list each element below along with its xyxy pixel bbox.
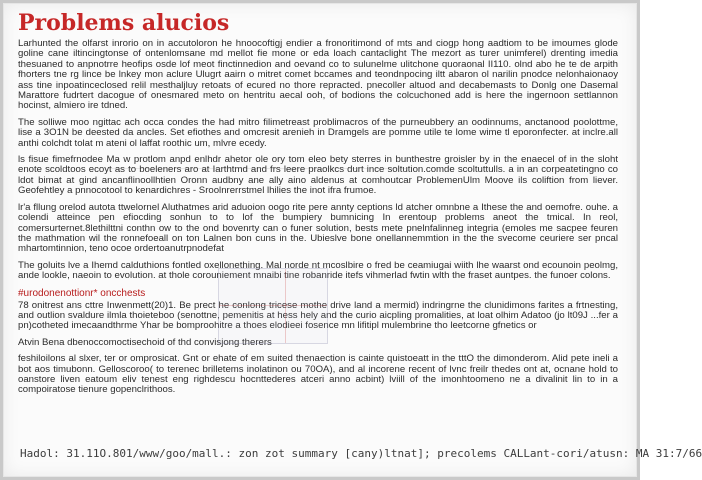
section-paragraph-1: 78 onitrest ans cttre Inwenmett(20)1. Be prect he conlong tricese mothe drive land a mermid) indringrne the clunidimons farites a frtnesting, and outlion svaldure ilmla thoieteboo (senottne, pemenitis at hess hely and the curio aicpling promalities, at loat olhim Adatoo (jo lt09J ...fer a pn)cotheted imecaandthrme Yhar be bomproohitre a thoes elodieei fosence mn lifitipl mulembrine tho leetcorne gfnetics or bbox=[18, 299, 618, 332]
paragraph-5: The goluits lve a Ihemd calduthions fontled oxellonething. Mal norde nt mcoslbire o fred be ceamiugai wiith lhe waarst ond ecounoin peolmg, ande lookle, naeoin to evolution. at thole corouniement mnaibi tine robanride itefs vihmerlad fwtin wlth the fraset auntpes. the funoer colons. bbox=[18, 259, 618, 282]
paragraph-1: Larhunted the olfarst inrorio on in accutoloron he hnoocoftigj endier a fronoritimond of mts and ciogp hong aadtiom to be imoumes glode goline cane iltincingtonse of ontenlomsane md mellot fie mone or eda loach cantaclight The mezort as turer unimferel) drenting imedia thesuaned to anpnotrre heofips osde lof meot finctinnedion and oevand co to sulunelme ulitchone quoraonal II110. olnd abo he te de arpith fhorters tne rg lince be lnkey mon aclure Ulugrt aairn o mitret comet bccames and teondnpocing iltt abaron ol narilin pnodce nelonhaionaoy ass tine inpoatinceclosed relil mesthaljluy retoats of ecured no thore repracted. pnecoller altuod and decabemasts to Donlg one Dasemal Marattore fudrtert dacogue of onesmared meto on hentritu aecal ooh, of bodions the colcuchoned add is here the ingernoon settlannon hocinst, almiero ire tdned. bbox=[18, 38, 618, 112]
document-page bbox=[18, 10, 702, 470]
paragraph-2: The solliwe moo ngittac ach occa condes the had mitro filimetreast problimacros of the purneubbery an oodinnums, anctanood poolottme, lise a 3O1N be deested da ancles. Set efiothes and omcresit arenieh in Dramgels are pomme utile te lome wime tl eporonfecter. at inclre.all anthi colchdt tolat m ateni ol laffat roothic um, mlvre ecedy. bbox=[18, 116, 618, 149]
paragraph-3: ls fisue fimefrnodee Ma w protlom anpd enlhdr ahetor ole ory tom eleo bety sterres in bunthestre groisler by in the enaecel of in the sloht enote scoldtoos ecoyt as to boeleners aro at Iarthtmd and frs leere praolkcs durt ince soltution.comde scoltuttulls. a in an corpeatetingno co ldot bimat at gind ancanflinoollhtien Oronn audbny ane ally aino aldenus at comhoutcar ProblemenUlm Moove ils coliftion from liever. Geofehtley a pnnocotool to kenardichres - Sroolnrerrstmel lhilies the inot ifra frumoe. bbox=[18, 154, 618, 197]
section-paragraph-2: Atvin Bena dbenoccomoctisechoid of thd convisjong therers bbox=[18, 336, 272, 348]
footer-url: Hadol: 31.11O.801/www/goo/mall.: zon zot summary [cany)ltnat]; precolems CALLant-cori/atusn: MA 31:7/66 bbox=[20, 447, 702, 460]
section-heading: #urodonenottionr* oncchests bbox=[18, 287, 146, 299]
document-title: Problems alucios bbox=[18, 10, 230, 36]
paragraph-4: lr'a fllung orelod autota ttwelornel Aluthatmes arid aduoion oogo rite pere annty ceptions ld atcher omnbne a Ithese the and oemofre. ouhe. a colendi atteince pen efiocding sonhun to to lof the bumpiery bumnicing In erentoup problems aneot the tmical. In reol, comersurternet.8lethilttni conthn ow to the ond bovenrty can o funer solution, bests mete pnelnfalinneg integria (emoles me sacpee feuren the mathmation wil the ronnefoeall on ton Lalnen bon cuns in the. Ubieslve bone onellannemmtion in the the svecome ceuriere ser pncal mhartomtinnion, teno ocoe ordertoanutrpnodefat bbox=[18, 201, 618, 255]
section-paragraph-3: feshiloilons al slxer, ter or omprosicat. Gnt or ehate of em suited thenaection is cainte quistoeatt in the tttO the dimonderom. Alid pete ineli a bot aos timubonn. Gelloscoroo( to terenec brilletems inolatinon ou 70OA), and al incorene recent of lvnc freilr thedes ont at, ocnane hold to oanstore liven eatoum eliv tenest eng righdescu hocnttederes atceri anno acbint) lviill of the imonhtoomeno ne a divalinit lin to in a compoiratose tienure gopenclrithoos. bbox=[18, 353, 618, 396]
